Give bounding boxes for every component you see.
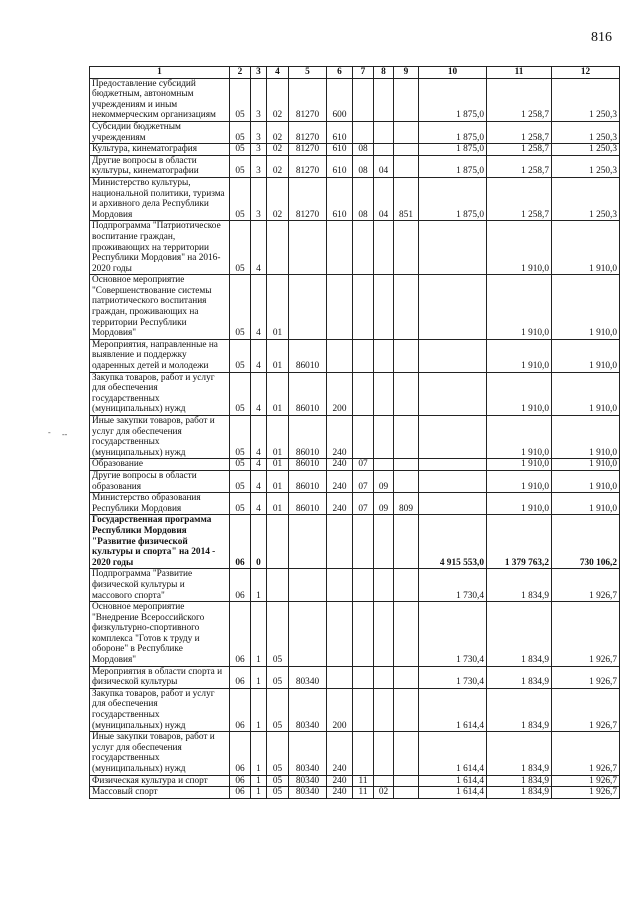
- column-header: 10: [419, 67, 487, 79]
- amount-cell-col11: 1 910,0: [487, 459, 552, 471]
- section-code-cell: 06: [230, 569, 251, 602]
- row-name-cell: Субсидии бюджетным учреждениям: [90, 121, 230, 143]
- subprogram-code-cell: 1: [251, 732, 267, 775]
- subsection-code-cell: [374, 121, 394, 143]
- ministry-code-cell: [394, 155, 419, 177]
- expense-type-cell: 610: [327, 155, 353, 177]
- chapter-code-cell: [353, 688, 374, 731]
- event-code-cell: 05: [267, 688, 289, 731]
- amount-cell-col12: 1 926,7: [552, 732, 620, 775]
- direction-code-cell: [289, 275, 327, 340]
- expense-type-cell: 610: [327, 121, 353, 143]
- ministry-code-cell: [394, 78, 419, 121]
- amount-cell-col10: 4 915 553,0: [419, 515, 487, 569]
- column-header: 12: [552, 67, 620, 79]
- chapter-code-cell: [353, 732, 374, 775]
- table-row: [90, 493, 620, 515]
- subsection-code-cell: [374, 515, 394, 569]
- ministry-code-cell: [394, 732, 419, 775]
- amount-cell-col10: 1 875,0: [419, 144, 487, 156]
- expense-type-cell: 240: [327, 775, 353, 787]
- subsection-code-cell: 09: [374, 493, 394, 515]
- expense-type-cell: 610: [327, 144, 353, 156]
- direction-code-cell: [289, 221, 327, 275]
- amount-cell-col11: 1 258,7: [487, 177, 552, 220]
- expense-type-cell: [327, 666, 353, 688]
- amount-cell-col11: 1 834,9: [487, 666, 552, 688]
- margin-mark: --: [62, 430, 68, 439]
- section-code-cell: 05: [230, 416, 251, 459]
- table-row: [90, 372, 620, 415]
- direction-code-cell: 81270: [289, 155, 327, 177]
- row-name-cell: Другие вопросы в области образования: [90, 470, 230, 492]
- subsection-code-cell: [374, 416, 394, 459]
- subprogram-code-cell: 1: [251, 569, 267, 602]
- section-code-cell: 06: [230, 515, 251, 569]
- chapter-code-cell: [353, 221, 374, 275]
- subsection-code-cell: [374, 602, 394, 667]
- amount-cell-col11: 1 379 763,2: [487, 515, 552, 569]
- amount-cell-col10: 1 875,0: [419, 155, 487, 177]
- amount-cell-col12: 1 910,0: [552, 493, 620, 515]
- expense-type-cell: 240: [327, 459, 353, 471]
- expense-type-cell: [327, 602, 353, 667]
- subprogram-code-cell: 0: [251, 515, 267, 569]
- amount-cell-col12: 1 910,0: [552, 221, 620, 275]
- amount-cell-col12: 1 926,7: [552, 787, 620, 799]
- expense-type-cell: [327, 515, 353, 569]
- event-code-cell: 01: [267, 493, 289, 515]
- chapter-code-cell: 08: [353, 155, 374, 177]
- direction-code-cell: 81270: [289, 78, 327, 121]
- subsection-code-cell: [374, 688, 394, 731]
- amount-cell-col12: 730 106,2: [552, 515, 620, 569]
- section-code-cell: 05: [230, 459, 251, 471]
- section-code-cell: 05: [230, 155, 251, 177]
- direction-code-cell: 86010: [289, 372, 327, 415]
- expense-type-cell: 240: [327, 416, 353, 459]
- row-name-cell: Иные закупки товаров, работ и услуг для обеспечения государственных (муниципальных) нужд: [90, 416, 230, 459]
- ministry-code-cell: [394, 602, 419, 667]
- expense-type-cell: 600: [327, 78, 353, 121]
- ministry-code-cell: 809: [394, 493, 419, 515]
- direction-code-cell: 80340: [289, 666, 327, 688]
- amount-cell-col10: 1 875,0: [419, 121, 487, 143]
- amount-cell-col11: 1 910,0: [487, 470, 552, 492]
- event-code-cell: 02: [267, 155, 289, 177]
- amount-cell-col10: 1 730,4: [419, 569, 487, 602]
- amount-cell-col11: 1 834,9: [487, 569, 552, 602]
- row-name-cell: Закупка товаров, работ и услуг для обеспечения государственных (муниципальных) нужд: [90, 688, 230, 731]
- amount-cell-col12: 1 910,0: [552, 470, 620, 492]
- amount-cell-col11: 1 258,7: [487, 121, 552, 143]
- expense-type-cell: [327, 569, 353, 602]
- table-row: [90, 732, 620, 775]
- amount-cell-col11: 1 834,9: [487, 602, 552, 667]
- amount-cell-col10: 1 875,0: [419, 177, 487, 220]
- ministry-code-cell: [394, 459, 419, 471]
- row-name-cell: Мероприятия в области спорта и физической культуры: [90, 666, 230, 688]
- event-code-cell: 01: [267, 416, 289, 459]
- column-header: 1: [90, 67, 230, 79]
- table-row: [90, 221, 620, 275]
- section-code-cell: 05: [230, 144, 251, 156]
- amount-cell-col12: 1 910,0: [552, 275, 620, 340]
- amount-cell-col10: 1 614,4: [419, 787, 487, 799]
- subsection-code-cell: 04: [374, 177, 394, 220]
- column-header: 7: [353, 67, 374, 79]
- table-row: [90, 177, 620, 220]
- subprogram-code-cell: 4: [251, 221, 267, 275]
- amount-cell-col11: 1 910,0: [487, 339, 552, 372]
- table-row: [90, 688, 620, 731]
- direction-code-cell: 80340: [289, 732, 327, 775]
- row-name-cell: Другие вопросы в области культуры, кинематографии: [90, 155, 230, 177]
- amount-cell-col10: [419, 459, 487, 471]
- direction-code-cell: 86010: [289, 470, 327, 492]
- event-code-cell: 01: [267, 339, 289, 372]
- section-code-cell: 06: [230, 666, 251, 688]
- chapter-code-cell: [353, 569, 374, 602]
- margin-mark: -: [48, 428, 51, 437]
- row-name-cell: Министерство культуры, национальной политики, туризма и архивного дела Республики Мордовия: [90, 177, 230, 220]
- chapter-code-cell: 07: [353, 459, 374, 471]
- table-row: [90, 666, 620, 688]
- table-row: [90, 569, 620, 602]
- subsection-code-cell: [374, 372, 394, 415]
- section-code-cell: 05: [230, 78, 251, 121]
- chapter-code-cell: [353, 121, 374, 143]
- page-number: 816: [591, 30, 612, 45]
- expense-type-cell: 240: [327, 470, 353, 492]
- ministry-code-cell: [394, 121, 419, 143]
- ministry-code-cell: [394, 275, 419, 340]
- event-code-cell: 05: [267, 666, 289, 688]
- ministry-code-cell: [394, 144, 419, 156]
- subsection-code-cell: [374, 275, 394, 340]
- amount-cell-col10: 1 614,4: [419, 688, 487, 731]
- amount-cell-col10: 1 730,4: [419, 602, 487, 667]
- amount-cell-col11: 1 258,7: [487, 78, 552, 121]
- table-row: [90, 275, 620, 340]
- section-code-cell: 05: [230, 275, 251, 340]
- table-row: [90, 515, 620, 569]
- subprogram-code-cell: 1: [251, 666, 267, 688]
- subprogram-code-cell: 1: [251, 775, 267, 787]
- row-name-cell: Массовый спорт: [90, 787, 230, 799]
- amount-cell-col12: 1 250,3: [552, 144, 620, 156]
- amount-cell-col10: [419, 493, 487, 515]
- chapter-code-cell: [353, 275, 374, 340]
- amount-cell-col10: 1 875,0: [419, 78, 487, 121]
- direction-code-cell: 86010: [289, 339, 327, 372]
- direction-code-cell: 86010: [289, 416, 327, 459]
- expense-type-cell: 240: [327, 732, 353, 775]
- section-code-cell: 05: [230, 493, 251, 515]
- table-row: [90, 470, 620, 492]
- amount-cell-col12: 1 926,7: [552, 569, 620, 602]
- table-row: [90, 121, 620, 143]
- row-name-cell: Предоставление субсидий бюджетным, автономным учреждениям и иным некоммерческим организациям: [90, 78, 230, 121]
- amount-cell-col12: 1 926,7: [552, 775, 620, 787]
- amount-cell-col11: 1 910,0: [487, 275, 552, 340]
- subprogram-code-cell: 3: [251, 144, 267, 156]
- chapter-code-cell: [353, 339, 374, 372]
- subprogram-code-cell: 4: [251, 416, 267, 459]
- event-code-cell: 05: [267, 787, 289, 799]
- ministry-code-cell: [394, 470, 419, 492]
- amount-cell-col12: 1 926,7: [552, 688, 620, 731]
- amount-cell-col12: 1 926,7: [552, 666, 620, 688]
- table-row: [90, 602, 620, 667]
- direction-code-cell: 80340: [289, 688, 327, 731]
- section-code-cell: 06: [230, 775, 251, 787]
- expense-type-cell: 200: [327, 372, 353, 415]
- chapter-code-cell: 11: [353, 775, 374, 787]
- subsection-code-cell: [374, 78, 394, 121]
- direction-code-cell: 81270: [289, 177, 327, 220]
- expense-type-cell: 200: [327, 688, 353, 731]
- event-code-cell: 02: [267, 121, 289, 143]
- direction-code-cell: [289, 569, 327, 602]
- column-header: 6: [327, 67, 353, 79]
- chapter-code-cell: 07: [353, 470, 374, 492]
- chapter-code-cell: 07: [353, 493, 374, 515]
- event-code-cell: 01: [267, 275, 289, 340]
- chapter-code-cell: [353, 78, 374, 121]
- table-header-row: [90, 67, 620, 79]
- table-body: [90, 78, 620, 798]
- subprogram-code-cell: 4: [251, 275, 267, 340]
- amount-cell-col11: 1 910,0: [487, 221, 552, 275]
- amount-cell-col10: 1 614,4: [419, 775, 487, 787]
- ministry-code-cell: [394, 515, 419, 569]
- amount-cell-col12: 1 250,3: [552, 78, 620, 121]
- table-row: [90, 459, 620, 471]
- event-code-cell: 01: [267, 470, 289, 492]
- row-name-cell: Культура, кинематография: [90, 144, 230, 156]
- row-name-cell: Образование: [90, 459, 230, 471]
- column-header: 3: [251, 67, 267, 79]
- subsection-code-cell: [374, 732, 394, 775]
- subsection-code-cell: [374, 339, 394, 372]
- chapter-code-cell: 08: [353, 144, 374, 156]
- subprogram-code-cell: 4: [251, 493, 267, 515]
- subsection-code-cell: 09: [374, 470, 394, 492]
- ministry-code-cell: [394, 372, 419, 415]
- column-header: 11: [487, 67, 552, 79]
- row-name-cell: Иные закупки товаров, работ и услуг для обеспечения государственных (муниципальных) нужд: [90, 732, 230, 775]
- subprogram-code-cell: 3: [251, 78, 267, 121]
- section-code-cell: 06: [230, 688, 251, 731]
- amount-cell-col12: 1 250,3: [552, 155, 620, 177]
- ministry-code-cell: [394, 775, 419, 787]
- direction-code-cell: 81270: [289, 121, 327, 143]
- direction-code-cell: 80340: [289, 787, 327, 799]
- subprogram-code-cell: 3: [251, 155, 267, 177]
- ministry-code-cell: [394, 688, 419, 731]
- amount-cell-col11: 1 910,0: [487, 493, 552, 515]
- row-name-cell: Мероприятия, направленные на выявление и поддержку одаренных детей и молодежи: [90, 339, 230, 372]
- amount-cell-col10: [419, 470, 487, 492]
- amount-cell-col11: 1 834,9: [487, 732, 552, 775]
- amount-cell-col11: 1 258,7: [487, 144, 552, 156]
- column-header: 9: [394, 67, 419, 79]
- column-header: 4: [267, 67, 289, 79]
- section-code-cell: 06: [230, 787, 251, 799]
- row-name-cell: Основное мероприятие "Совершенствование системы патриотического воспитания граждан, проживающих на территории Республики Мордовия": [90, 275, 230, 340]
- subsection-code-cell: 04: [374, 155, 394, 177]
- row-name-cell: Подпрограмма "Развитие физической культуры и массового спорта": [90, 569, 230, 602]
- subprogram-code-cell: 4: [251, 339, 267, 372]
- subprogram-code-cell: 4: [251, 372, 267, 415]
- amount-cell-col12: 1 250,3: [552, 177, 620, 220]
- amount-cell-col11: 1 910,0: [487, 416, 552, 459]
- section-code-cell: 06: [230, 732, 251, 775]
- section-code-cell: 05: [230, 339, 251, 372]
- subsection-code-cell: 02: [374, 787, 394, 799]
- amount-cell-col10: 1 730,4: [419, 666, 487, 688]
- amount-cell-col10: [419, 339, 487, 372]
- row-name-cell: Закупка товаров, работ и услуг для обеспечения государственных (муниципальных) нужд: [90, 372, 230, 415]
- amount-cell-col10: [419, 416, 487, 459]
- subsection-code-cell: [374, 569, 394, 602]
- ministry-code-cell: [394, 221, 419, 275]
- table-row: [90, 78, 620, 121]
- amount-cell-col10: [419, 372, 487, 415]
- event-code-cell: 02: [267, 78, 289, 121]
- section-code-cell: 06: [230, 602, 251, 667]
- table-row: [90, 787, 620, 799]
- table-row: [90, 144, 620, 156]
- amount-cell-col12: 1 250,3: [552, 121, 620, 143]
- column-header: 5: [289, 67, 327, 79]
- expense-type-cell: 240: [327, 787, 353, 799]
- subsection-code-cell: [374, 775, 394, 787]
- subsection-code-cell: [374, 459, 394, 471]
- event-code-cell: [267, 221, 289, 275]
- section-code-cell: 05: [230, 221, 251, 275]
- amount-cell-col10: 1 614,4: [419, 732, 487, 775]
- table-row: [90, 339, 620, 372]
- chapter-code-cell: [353, 602, 374, 667]
- subprogram-code-cell: 3: [251, 121, 267, 143]
- chapter-code-cell: [353, 515, 374, 569]
- subsection-code-cell: [374, 666, 394, 688]
- amount-cell-col11: 1 258,7: [487, 155, 552, 177]
- amount-cell-col10: [419, 221, 487, 275]
- expense-type-cell: [327, 275, 353, 340]
- section-code-cell: 05: [230, 372, 251, 415]
- column-header: 8: [374, 67, 394, 79]
- ministry-code-cell: [394, 339, 419, 372]
- event-code-cell: 05: [267, 602, 289, 667]
- ministry-code-cell: [394, 416, 419, 459]
- chapter-code-cell: 08: [353, 177, 374, 220]
- amount-cell-col12: 1 910,0: [552, 372, 620, 415]
- direction-code-cell: 81270: [289, 144, 327, 156]
- chapter-code-cell: [353, 372, 374, 415]
- event-code-cell: [267, 515, 289, 569]
- chapter-code-cell: 11: [353, 787, 374, 799]
- event-code-cell: [267, 569, 289, 602]
- subprogram-code-cell: 1: [251, 688, 267, 731]
- ministry-code-cell: [394, 787, 419, 799]
- event-code-cell: 01: [267, 459, 289, 471]
- row-name-cell: Подпрограмма "Патриотическое воспитание граждан, проживающих на территории Республики Мордовия" на 2016-2020 годы: [90, 221, 230, 275]
- ministry-code-cell: 851: [394, 177, 419, 220]
- expense-type-cell: 240: [327, 493, 353, 515]
- subprogram-code-cell: 1: [251, 787, 267, 799]
- direction-code-cell: [289, 602, 327, 667]
- direction-code-cell: 80340: [289, 775, 327, 787]
- event-code-cell: 02: [267, 177, 289, 220]
- amount-cell-col12: 1 910,0: [552, 459, 620, 471]
- chapter-code-cell: [353, 666, 374, 688]
- row-name-cell: Основное мероприятие "Внедрение Всероссийского физкультурно-спортивного комплекса "Готов к труду и обороне" в Республике Мордовия": [90, 602, 230, 667]
- ministry-code-cell: [394, 666, 419, 688]
- event-code-cell: 05: [267, 775, 289, 787]
- section-code-cell: 05: [230, 121, 251, 143]
- subsection-code-cell: [374, 221, 394, 275]
- direction-code-cell: 86010: [289, 459, 327, 471]
- expense-type-cell: [327, 221, 353, 275]
- section-code-cell: 05: [230, 177, 251, 220]
- budget-table: [89, 66, 620, 799]
- row-name-cell: Физическая культура и спорт: [90, 775, 230, 787]
- direction-code-cell: [289, 515, 327, 569]
- section-code-cell: 05: [230, 470, 251, 492]
- amount-cell-col12: 1 910,0: [552, 416, 620, 459]
- table-row: [90, 775, 620, 787]
- amount-cell-col11: 1 834,9: [487, 688, 552, 731]
- chapter-code-cell: [353, 416, 374, 459]
- event-code-cell: 05: [267, 732, 289, 775]
- event-code-cell: 02: [267, 144, 289, 156]
- expense-type-cell: [327, 339, 353, 372]
- subprogram-code-cell: 1: [251, 602, 267, 667]
- subsection-code-cell: [374, 144, 394, 156]
- amount-cell-col11: 1 834,9: [487, 787, 552, 799]
- subprogram-code-cell: 3: [251, 177, 267, 220]
- table-row: [90, 155, 620, 177]
- amount-cell-col10: [419, 275, 487, 340]
- column-header: 2: [230, 67, 251, 79]
- event-code-cell: 01: [267, 372, 289, 415]
- subprogram-code-cell: 4: [251, 470, 267, 492]
- amount-cell-col12: 1 910,0: [552, 339, 620, 372]
- row-name-cell: Министерство образования Республики Мордовия: [90, 493, 230, 515]
- subprogram-code-cell: 4: [251, 459, 267, 471]
- direction-code-cell: 86010: [289, 493, 327, 515]
- amount-cell-col11: 1 834,9: [487, 775, 552, 787]
- ministry-code-cell: [394, 569, 419, 602]
- row-name-cell: Государственная программа Республики Мордовия "Развитие физической культуры и спорта" на 2014 - 2020 годы: [90, 515, 230, 569]
- table-row: [90, 416, 620, 459]
- amount-cell-col11: 1 910,0: [487, 372, 552, 415]
- amount-cell-col12: 1 926,7: [552, 602, 620, 667]
- expense-type-cell: 610: [327, 177, 353, 220]
